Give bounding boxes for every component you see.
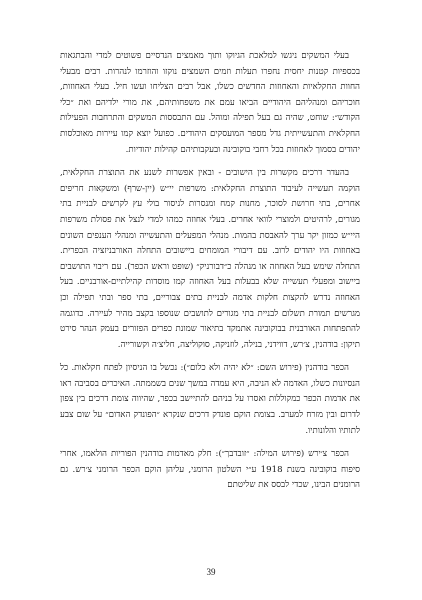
paragraph-gap <box>60 353 360 361</box>
paragraph-budhanin: הכפר בודהנין (פירוש השם: ״לא יהיה ולא כלום״): נכשל בו הניסיון לפתח חקלאות. כל הנסיונות כשלו, האדמה לא הניבה, היא עמדה במשך שנים בשממתה. האיכרים בסביבה ראו את אדמות הכפר כמקוללות ואסרו על בניהם להתיישב בכפר, שהיווה צומת דרכים בין צפון לדרום ובין מזרח למערב. בצומת הוקם פונדק דרכים שנקרא ״הפונדק האדום״ על שום צבע לתותיו והלונותיו. <box>60 363 360 436</box>
page-number: 39 <box>206 567 216 577</box>
paragraph-estates: בעלי המשקים ניגשו למלאכת הגיוקו ותוך מאמצים הנדסיים פשוטים למדי והבתגאות בכספיות קטנות יחסית נחפרו תעלות וזמים השמצים נוקזו והוזרמו לנהרות. רבים מבעלי החוות החקלאיות והאחוזות החדשים כשלו, אבל רבים הצליחו ועשו חיל. בעלי האחוזות, חוכריהם ומנהליהם היהודיים הביאו עמם את משפחותיהם, את מורי ילדיהם ואת ״כלי הקודש״: שוחט, שהיה גם בעל תפילה ומוהל. עם התבססות המשקים והתרחבות הפעילות החקלאית והתעשייתית גדל מספר המועסקים היהודים. כפועל יוצא קמו עיירות מאוכלסות יהודים בסמוך לאחוזות בכל רחבי בוקובינה ובעקבותיהם קהילות יהודיות. <box>60 51 360 155</box>
paragraph-chiresh: הכפר צ׳ירש (פירוש המילה: ״זובדבך״): חלק מאדמות בודהנין הפוריות הולאמו, אחרי סיפוח בוקובינה בשנת 1918 ע״י השלטון הרומני, עליהן הוקם הכפר הרומני צ׳רש. גם הרומנים הבינו, שכדי לבסס את שליטתם <box>60 449 360 491</box>
paragraph-gap <box>60 158 360 166</box>
body-text <box>60 49 360 494</box>
paragraph-gap <box>60 439 360 447</box>
paragraph-industry: בהעדר דרכים מקשרות בין הישובים - ובאין אפשרות לשנע את התוצרת החקלאית, הוקמה תעשייה לעיבוד התוצרת החקלאית: משרפות יי״ש (יין-שרף) ומשקאות חריפים אחרים, בתי חרושת לסוכר, מחנות קמח ומנסרות לניסור בולי עץ לקרשים לבניית בתי מגורים, לרהיטים ולמוצרי לוואי אחרים. בעלי אחוזה כמהו למדי לנצל את פסולת משרפות היי״ש כמזון יקר ערך להאבסת בהמות. מנהלי המפעלים והתעשייה ומנהלי הענפים השונים באחוזות היו יהודים לרוב. עם דיבורי המומחים ביישובים התחלה האורבניזציה הכפרית. התחלה שימש בעל האחוזה או מנהלה כ״דבורניק״ (שופט וראש הכפר). עם ריבוי התושבים ביישוב ומפעלי תעשייה שלא בבעלות בעל האחוזה קמו מוסדות קהילתיים-אורבניים. בעל האחוזה נדרש להקצות חלקות אדמה לבניית בתים צבוריים, בתי ספר ובתי תפילה וכן מגרשים תמורת תשלום לבניית בתי מגורים לתושבים שנוספו בקצב מהיר לעיירה. כדוגמה להתפתחות האורבנית בבוקובינה אתמקד בתיאור שמונת כפרים הפזורים בעמק הנהר סירט תיקון: בודהנין, צ׳רש, דווידני, בנילה, לוזניקה, סוקוליצה, חליצ׳ה וקשורייה. <box>60 168 360 350</box>
